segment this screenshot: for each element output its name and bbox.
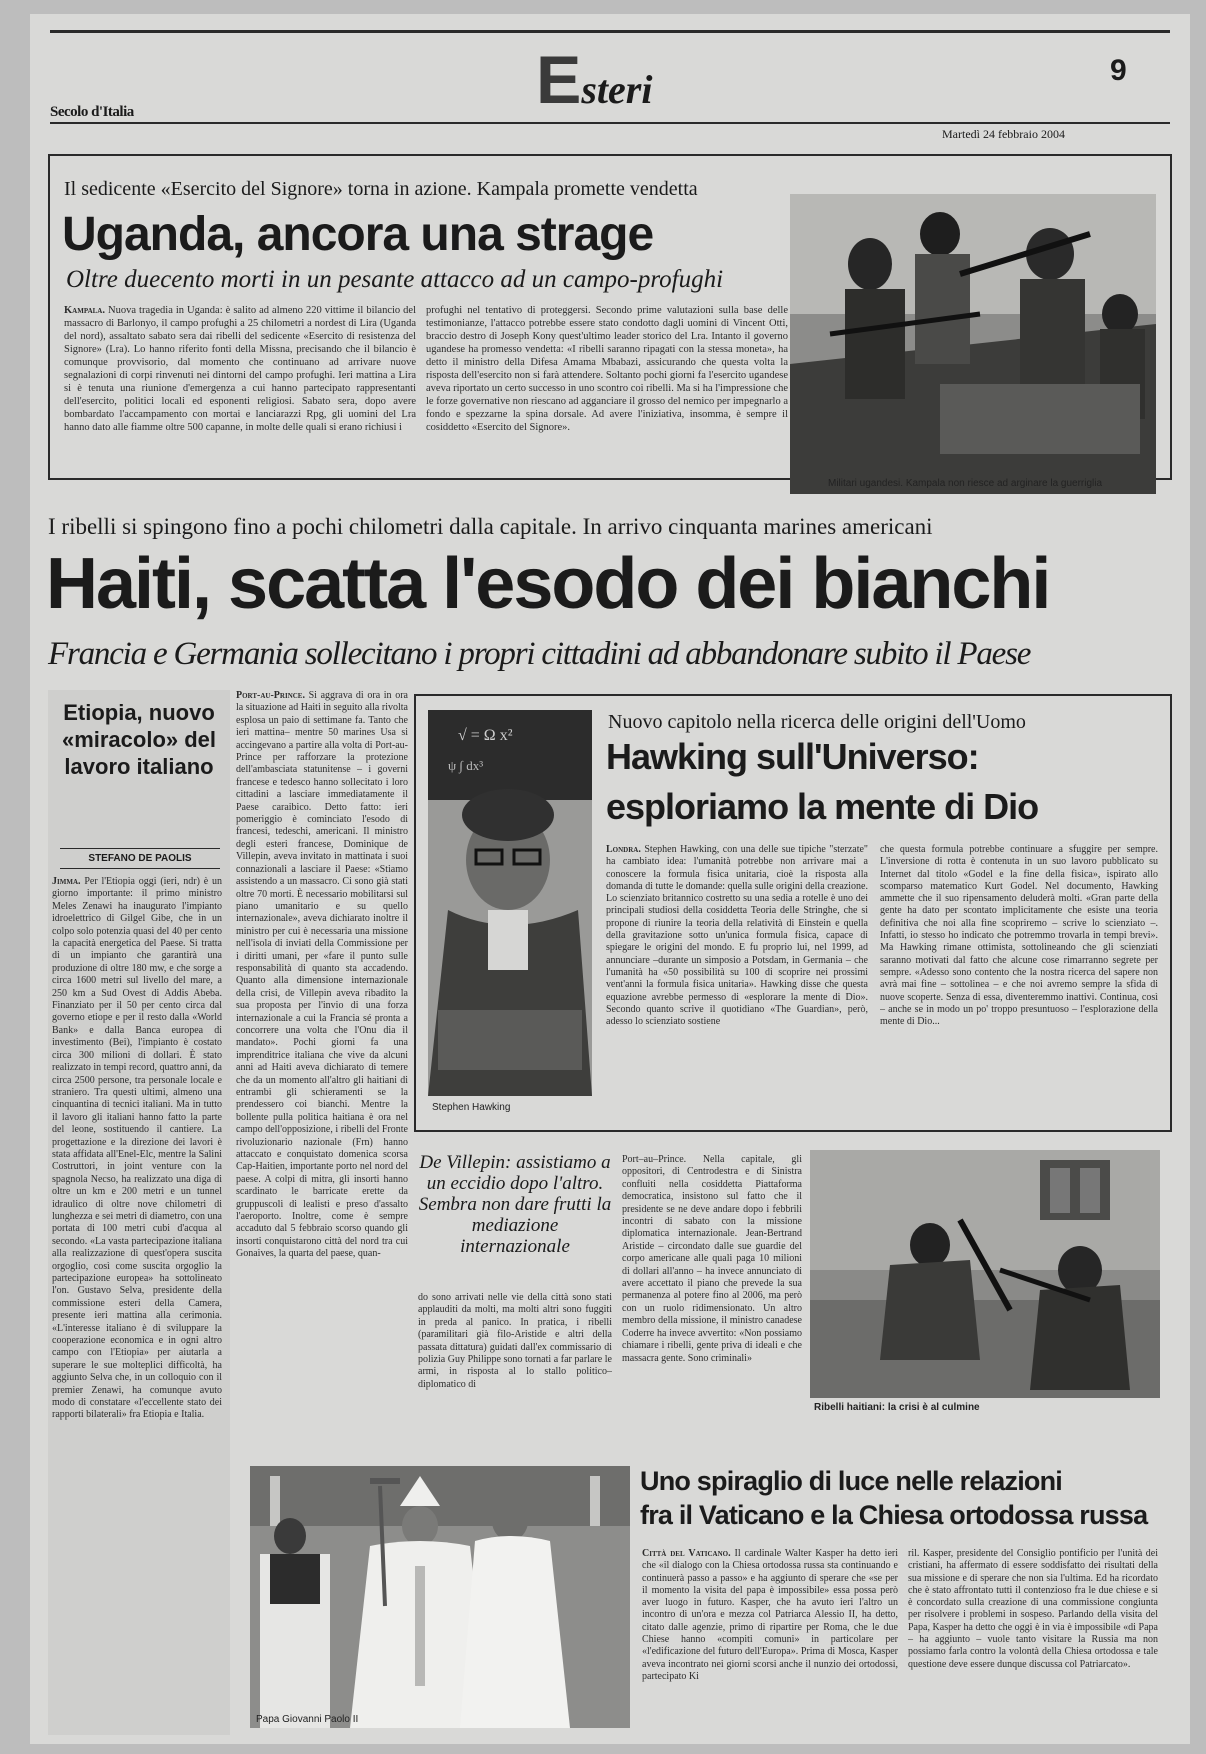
vatican-body-col1: Città del Vaticano. Il cardinale Walter Kasper ha detto ieri che «il dialogo con la Chiesa ortodossa russa sta continuando e continuerà passo a passo» e ha aggiunto di sperare che «se per il momento la visita del papa è impossibile» essa possa però aver luogo in futuro. Kasper, che ha avuto ieri l'altro un incontro di un'ora e mezza col Patriarca Alessio II, ha detto, citato dalle agenzie, primo di ripartire per Roma, che le due Chiese hanno «compiti comuni» in particolare per «l'edificazione del futuro dell'Europa». Prima di Mosca, Kasper aveva incontrato nei giorni scorsi anche il nunzio dei ortodossi, partecipato Ki xyxy=(642,1548,898,1682)
uganda-subhead: Oltre duecento morti in un pesante attacco ad un campo-profughi xyxy=(66,266,724,293)
ethiopia-dateline: Jimma. xyxy=(52,876,81,887)
haiti-headline: Haiti, scatta l'esodo dei bianchi xyxy=(46,544,1050,624)
hawking-photo xyxy=(428,710,592,1096)
uganda-soldiers-photo xyxy=(790,194,1156,494)
ethiopia-byline-rule xyxy=(60,848,220,849)
haiti-subhead: Francia e Germania sollecitano i propri cittadini ad abbandonare subito il Paese xyxy=(48,636,1031,672)
haiti-rebels-photo xyxy=(810,1150,1160,1398)
ethiopia-headline: Etiopia, nuovo «miracolo» del lavoro italiano xyxy=(61,700,217,779)
ethiopia-body: Jimma. Per l'Etiopia oggi (ieri, ndr) è un giorno importante: il primo ministro Meles Zenawi ha inaugurato l'impianto idroelettrico di Gilgel Gibe, che in un colpo solo potenzia quasi del 40 per cento la capacità energetica del Paese. Si tratta di un impianto che garantirà una produzione di oltre 180 mw, e che sorge a circa 1600 metri sul livello del mare, a 250 km a Sud Ovest di Addis Abeba. Finanziato per il 50 per cento circa dal governo etiope e per il resto dalla «World Bank» e dalla Banca europea di investimento (Bei), l'impianto è costato circa 300 milioni di dollari. È stato realizzato in tempi record, quattro anni, da circa 2500 persone, tra personale locale e straniero. Tra questi ultimi, almeno una cinquantina di tecnici italiani. Ma in tutto il lavoro gli italiani hanno fatto la parte del leone, sostituendo il cantiere. La progettazione e la direzione dei lavori è stata affidata all'Enel-Elc, mentre la Salini Costruttori, in joint venture con la spagnola Necso, ha realizzato una diga di oltre un km e 200 metri e un tunnel idraulico di oltre nove chilometri di lunghezza e sei metri di diametro, con una portata di 100 metri cubi d'acqua al secondo. «La vasta partecipazione italiana alla realizzazione di quest'opera suscita orgoglio, così come suscita orgoglio la partecipazione europea» ha sottolineato l'on. Gustavo Selva, presidente della commissione esteri della Camera, presente ieri mattina alla cerimonia. «L'interesse italiano è di sviluppare la cooperazione economica e in ogni altro campo con l'Etiopia» per aiutarla a superare le sue molteplici difficoltà, ha aggiunto Selva che, in un colloquio con il premier Zenawi, ha comunque avuto modo di constatare «l'eccellente stato dei rapporti bilaterali» fra Etiopia e Italia. xyxy=(52,876,222,1421)
paper-name: Secolo d'Italia xyxy=(50,104,134,120)
hawking-body-col2: che questa formula potrebbe continuare a sfuggire per sempre. L'inversione di rotta è contenuta in un suo lavoro pubblicato su Internet dal titolo «Godel e la fine della fisica», ispirato allo scomparso matematico Kurt Godel. Nel documento, Hawking ammette che il suo ripensamento deluderà molti. «Gran parte della gente ha dato per scontato implicitamente che esiste una teoria definitiva che noi alla fine scopriremo – scrive lo scienziato –. Infatti, io stesso ho indicato che potremmo trovarla in tempi brevi». Ma Hawking rimane ottimista, sottolineando che gli scienziati saranno motivati dal fatto che alcune cose rimarranno segrete per sempre. «Adesso sono contento che la nostra ricerca del sapere non avrà mai fine – sottolinea – e che noi avremo sempre la sfida di nuove scoperte. Senza di essa, diventeremmo inattivi. Continua, così – anche se in modo un po' troppo presuntuoso – l'esplorazione della mente di Dio... xyxy=(880,844,1158,1028)
vatican-headline-line2: fra il Vaticano e la Chiesa ortodossa russa xyxy=(640,1500,1148,1530)
section-name: steri xyxy=(581,67,653,112)
section-initial: E xyxy=(536,42,582,118)
issue-date: Martedì 24 febbraio 2004 xyxy=(942,127,1065,141)
uganda-headline: Uganda, ancora una strage xyxy=(62,208,654,261)
uganda-body-col1: Kampala. Nuova tragedia in Uganda: è salito ad almeno 220 vittime il bilancio del massacro di Barlonyo, il campo profughi a 25 chilometri a nordest di Lira (Uganda del nord), assaltato sabato sera dai ribelli del sedicente «Esercito di resistenza del Signore» (Lra). Lo hanno riferito fonti della Missna, precisando che il bilancio è comunque provvisorio, dal momento che continuano ad arrivare nuove segnalazioni di corpi rinvenuti nei dintorni del campo profughi. Ieri mattina a Lira si è tenuta una riunione d'emergenza a cui hanno partecipato rappresentanti dell'esercito, politici locali ed esponenti religiosi. Sabato sera, dopo avere bombardato l'accampamento con mortai e lanciarazzi Rpg, gli uomini del Lra hanno dato alle fiamme oltre 500 capanne, in molte delle quali si erano richiusi i xyxy=(64,305,416,433)
uganda-body-col2: profughi nel tentativo di proteggersi. Secondo prime valutazioni sulla base delle testimonianze, l'attacco potrebbe essere stato condotto dagli uomini di Vincent Otti, braccio destro di Joseph Kony quest'ultimo leader storico del Lra. Intanto il governo ugandese ha promesso vendetta: «I ribelli saranno ripagati con la stessa moneta», ha detto il ministro della Difesa Amama Mbabazi, assicurando che questa volta la risposta dell'esercito non si farà attendere. Soltanto pochi giorni fa l'esercito ugandese aveva riportato un certo successo in uno scontro coi ribelli. Ma si ha l'impressione che le forze governative non riescano ad agganciare il grosso del nemico per impegnarlo a fondo e spezzarne la spina dorsale. Ad avere l'iniziativa, insomma, è sempre il cosiddetto «Esercito del Signore». xyxy=(426,305,788,433)
top-rule xyxy=(50,30,1170,33)
svg-text:√ = Ω x²: √ = Ω x² xyxy=(458,727,513,744)
uganda-kicker: Il sedicente «Esercito del Signore» torna in azione. Kampala promette vendetta xyxy=(64,178,698,200)
hawking-kicker: Nuovo capitolo nella ricerca delle origini dell'Uomo xyxy=(608,711,1026,733)
ethiopia-byline-rule-bottom xyxy=(60,868,220,869)
vatican-headline-line1: Uno spiraglio di luce nelle relazioni xyxy=(640,1466,1062,1496)
page-number: 9 xyxy=(1110,54,1127,87)
haiti-body-col2: do sono arrivati nelle vie della città sono stati applauditi da molti, ma molti altri sono fuggiti in preda al panico. In pratica, i ribelli (paramilitari già filo-Aristide e altri della passata dittatura) guidati dall'ex commissario di polizia Guy Philippe sono tornati a far parlare le armi, in risposta al lo stallo politico–diplomatico di xyxy=(418,1292,612,1390)
uganda-dateline: Kampala. xyxy=(64,305,105,316)
vatican-photo-caption: Papa Giovanni Paolo II xyxy=(256,1714,359,1725)
haiti-photo-caption: Ribelli haitiani: la crisi è al culmine xyxy=(814,1402,980,1413)
haiti-body-col1: Port-au-Prince. Si aggrava di ora in ora la situazione ad Haiti in seguito alla rivolta esplosa un paio di settimane fa. Tanto che ieri mattina– mentre 50 marines Usa si accingevano a partire alla volta di Port-au-Prince per rafforzare la protezione dell'ambasciata statunitense – i governi francese e tedesco hanno sollecitato i loro cittadini a lasciare immediatamente il Paese caraibico. Detto fatto: ieri pomeriggio è cominciato l'esodo di francesi, tedeschi, americani. Il ministro degli esteri francese, Dominique de Villepin, aveva invitato in mattinata i suoi connazionali a lasciare il Paese: «Stiamo assistendo a un massacro. Ci sono già stati oltre 70 morti. È necessario mobilitarsi sul piano umanitario e su quello internazionale», aveva dichiarato inoltre il ministro per cui è necessaria una missione nell'isola di inviati della Commissione per i diritti umani, per «fare il punto sulle responsabilità di quanto sta accadendo. Quanto alla dimensione internazionale della crisi, de Villepin aveva ribadito la sua proposta per l'invio di una forza internazionale a cui la Francia sé pronta a concorrere una volta che l'Onu dia il mandato». Pochi giorni fa una imprenditrice italiana che vive da alcuni anni ad Haiti aveva dichiarato di temere che da un momento all'altro gli haitiani di entrambi gli schieramenti se la prendessero coi bianchi. Mentre la bollente pulla politica haitiana è ora nel campo dell'opposizione, i ribelli del Fronte rivoluzionario nazionale (Frn) hanno attaccato e conquistato domenica scorsa Cap-Haitien, importante porto nel nord del paese. A colpi di mitra, gli insorti hanno scardinato le barricate erette da gruppuscoli di lealisti e preso d'assalto l'aeroporto. Inoltre, come è sempre accaduto dal 5 febbraio scorso quando gli insorti conquistarono città del nord tra cui Gonaives, la quarta del paese, quan- xyxy=(236,690,408,1260)
hawking-body-col1: Londra. Stephen Hawking, con una delle sue tipiche "sterzate" ha cambiato idea: l'umanità potrebbe non arrivare mai a conoscere la formula fisica unitaria, cioè la risposta alla domanda di tutte le domande: quella sulle origini della creazione. Lo scienziato britannico costretto su una sedia a rotelle è uno dei principali studiosi della cosiddetta Teoria delle Stringhe, che si propone di riunire la teoria della relatività di Einstein e quella della gravitazione sotto un'unica formula fisica, capace di spiegare le origini del mondo. E fu proprio lui, nel 1999, ad annunciare –durante un simposio a Potsdam, in Germania – che l'umanità ha «50 possibilità su 100 di scoprire nei prossimi vent'anni la formula fisica unitaria». Hawking disse che questa equazione avrebbe permesso di «esplorare la mente di Dio». Secondo quanto scrive il quotidiano «The Guardian», però, adesso lo scienziato sostiene xyxy=(606,844,868,1028)
hawking-dateline: Londra. xyxy=(606,844,641,855)
svg-text:ψ ∫ dx³: ψ ∫ dx³ xyxy=(448,758,484,773)
newspaper-page xyxy=(30,14,1190,1744)
haiti-body-col3: Port–au–Prince. Nella capitale, gli oppositori, di Centrodestra e di Sinistra confluiti nella cosiddetta Piattaforma democratica, insistono sul fatto che il presidente se ne deve andare dopo i febbrili incontri di sabato con la missione diplomatica internazionale. Jean-Bertrand Aristide – circondato dalle sue guardie del corpo americane alle quali paga 10 milioni di dollari all'anno – ha invece annunciato di avere accettato il piano che prevede la sua permanenza al potere fino al 2006, ma però con un ruolo ridimensionato. Un altro membro della missione, il ministro canadese Coderre ha invece avvertito: «Non possiamo chiamare i ribelli, gente priva di ideali e che massacra gente. Sono criminali» xyxy=(622,1154,802,1364)
haiti-dateline: Port-au-Prince. xyxy=(236,690,305,701)
vatican-pope-photo xyxy=(250,1466,630,1728)
vatican-body-col2: ril. Kasper, presidente del Consiglio pontificio per l'unità dei cristiani, ha affermato di essere soddisfatto dei risultati della sua missione e di sperare che non sia l'ultima. Ed ha ricordato che è stato affrontato tutti il contenzioso fra le due chiese e si è concordato sulla creazione di una commissione congiunta per risolvere i problemi in sospeso. Parlando della visita del Papa, Kasper ha detto che oggi è in via è impossibile «di Papa – ha aggiunto – vuole tanto visitare la Russia ma non possiamo farla contro la volontà della Chiesa ortodossa e tale questione deve essere dunque discussa col Patriarcato». xyxy=(908,1548,1158,1670)
masthead-rule xyxy=(50,122,1170,124)
hawking-headline-line2: esploriamo la mente di Dio xyxy=(606,786,1039,827)
uganda-photo-caption: Militari ugandesi. Kampala non riesce ad arginare la guerriglia xyxy=(828,478,1103,489)
vatican-dateline: Città del Vaticano. xyxy=(642,1548,731,1559)
haiti-kicker: I ribelli si spingono fino a pochi chilometri dalla capitale. In arrivo cinquanta marines americani xyxy=(48,514,933,539)
hawking-photo-caption: Stephen Hawking xyxy=(432,1102,511,1113)
hawking-headline-line1: Hawking sull'Universo: xyxy=(606,736,979,777)
section-title xyxy=(536,42,653,126)
ethiopia-byline: STEFANO DE PAOLIS xyxy=(88,853,192,864)
haiti-pull-quote: De Villepin: assistiamo a un eccidio dopo l'altro. Sembra non dare frutti la mediazione internazionale xyxy=(418,1152,612,1257)
